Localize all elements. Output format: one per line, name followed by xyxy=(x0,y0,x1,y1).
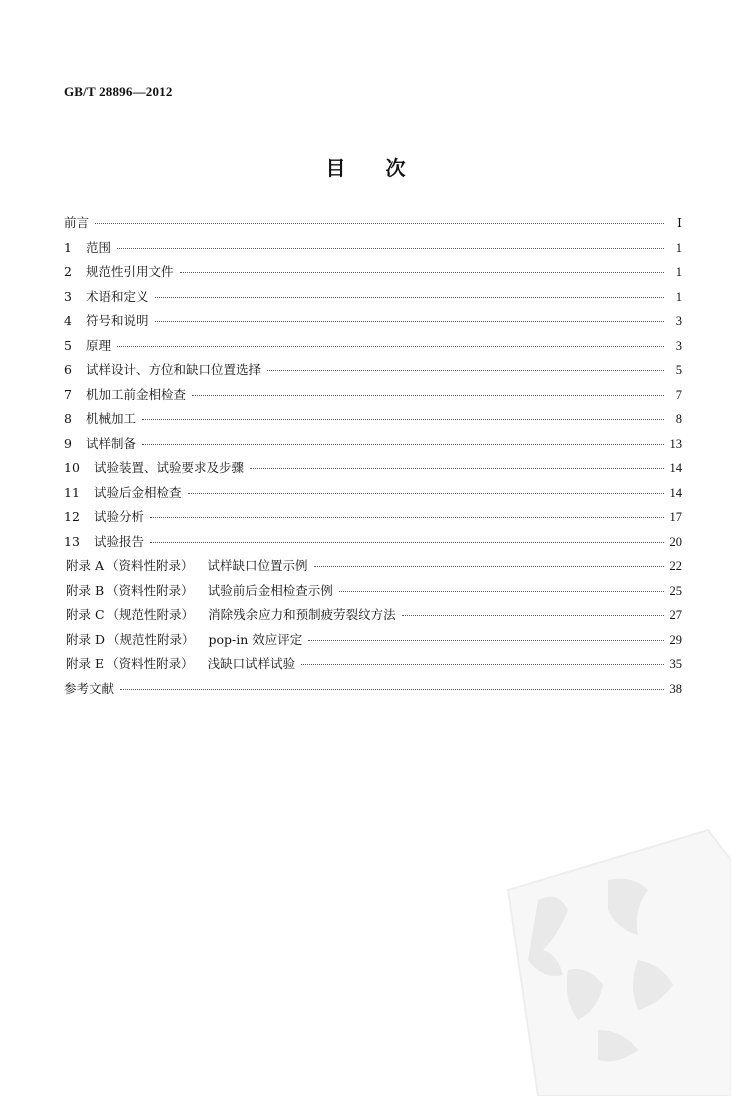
toc-leader-dots xyxy=(150,541,663,543)
toc-leader-dots xyxy=(117,247,664,249)
toc-entry-title: 试验前后金相检查示例 xyxy=(207,582,333,598)
toc-page-number: 1 xyxy=(675,240,682,255)
toc-entry-label xyxy=(64,654,295,672)
toc-entry-number: 7 xyxy=(64,386,72,402)
toc-annex-type: （资料性附录） xyxy=(106,656,194,671)
toc-page-number: 27 xyxy=(669,608,682,622)
toc-entry-label xyxy=(64,213,89,231)
toc-entry[interactable] xyxy=(64,556,682,581)
toc-page-number: 13 xyxy=(669,436,682,451)
toc-entry-number: 11 xyxy=(64,484,80,500)
toc-entry-number: 附录 D xyxy=(66,631,105,647)
toc-entry-number: 13 xyxy=(64,533,80,549)
toc-entry-label xyxy=(64,483,182,501)
toc-entry-number: 6 xyxy=(64,362,72,377)
toc-entry-title: 试验报告 xyxy=(94,533,145,549)
toc-page-number: 3 xyxy=(675,314,682,328)
toc-page-number: 25 xyxy=(669,583,682,598)
toc-page-number: 3 xyxy=(675,338,682,353)
toc-entry[interactable] xyxy=(64,581,682,606)
toc-entry[interactable] xyxy=(64,213,682,238)
toc-entry[interactable] xyxy=(64,287,682,312)
toc-entry-label xyxy=(64,581,333,599)
toc-entry-title: 术语和定义 xyxy=(86,288,149,304)
toc-entry-number: 5 xyxy=(64,337,72,353)
toc-entry-title: 试样设计、方位和缺口位置选择 xyxy=(86,362,262,377)
toc-entry[interactable] xyxy=(64,532,682,557)
toc-page-number: 7 xyxy=(675,387,682,402)
toc-entry-title: 消除残余应力和预制疲劳裂纹方法 xyxy=(208,607,396,622)
toc-leader-dots xyxy=(155,320,664,322)
toc-entry-number: 3 xyxy=(64,288,72,304)
toc-page-number: 1 xyxy=(675,265,682,279)
toc-annex-type: （资料性附录） xyxy=(106,582,194,598)
toc-leader-dots xyxy=(402,614,664,616)
toc-annex-type: （规范性附录） xyxy=(107,631,195,647)
toc-entry-label xyxy=(64,679,114,697)
toc-entry-title: 试样制备 xyxy=(86,435,137,451)
toc-entry-number: 附录 E xyxy=(66,656,105,671)
toc-leader-dots xyxy=(250,467,663,469)
toc-entry[interactable] xyxy=(64,458,682,483)
toc-entry[interactable] xyxy=(64,605,682,630)
toc-entry-title: 前言 xyxy=(64,215,90,230)
seal-watermark xyxy=(478,820,731,1096)
toc-entry-number: 10 xyxy=(64,460,80,475)
toc-entry-title: 规范性引用文件 xyxy=(86,264,174,279)
toc-entry-label xyxy=(64,630,302,648)
toc-entry[interactable] xyxy=(64,507,682,532)
toc-page-number: 20 xyxy=(669,534,682,549)
toc-entry-label xyxy=(64,605,396,623)
toc-leader-dots xyxy=(192,394,664,396)
toc-leader-dots xyxy=(188,492,664,494)
toc-page-number: 5 xyxy=(675,363,682,377)
toc-annex-type: （资料性附录） xyxy=(106,558,194,573)
toc-entry-number: 12 xyxy=(64,509,80,524)
page-title: 目 次 xyxy=(325,156,406,180)
toc-entry-label xyxy=(64,434,136,452)
toc-leader-dots xyxy=(155,296,664,298)
toc-entry-label xyxy=(64,385,186,403)
toc-entry[interactable] xyxy=(64,409,682,434)
toc-entry-label xyxy=(64,311,149,329)
toc-leader-dots xyxy=(339,590,664,592)
toc-entry-title: 符号和说明 xyxy=(86,313,149,328)
toc-page-number: 17 xyxy=(669,510,682,524)
toc-entry[interactable] xyxy=(64,262,682,287)
toc-entry-title: 范围 xyxy=(86,239,112,255)
toc-leader-dots xyxy=(117,345,664,347)
toc-entry-number: 2 xyxy=(64,264,72,279)
toc-leader-dots xyxy=(142,443,663,445)
toc-entry[interactable] xyxy=(64,360,682,385)
toc-entry-label xyxy=(64,287,149,305)
toc-entry-title: pop-in 效应评定 xyxy=(208,631,303,647)
toc-leader-dots xyxy=(120,688,663,690)
toc-entry-number: 附录 C xyxy=(66,607,105,622)
toc-entry-label xyxy=(64,532,144,550)
toc-entry[interactable] xyxy=(64,434,682,459)
toc-entry[interactable] xyxy=(64,336,682,361)
toc-leader-dots xyxy=(314,565,664,567)
toc-page-number: 22 xyxy=(669,559,682,573)
toc-leader-dots xyxy=(142,418,664,420)
toc-page-number: 14 xyxy=(669,461,682,475)
toc-leader-dots xyxy=(308,639,663,641)
toc-entry-number: 1 xyxy=(64,239,72,255)
toc-entry-title: 浅缺口试样试验 xyxy=(207,656,296,671)
toc-entry-label xyxy=(64,360,261,378)
table-of-contents xyxy=(64,213,682,703)
toc-entry[interactable] xyxy=(64,483,682,508)
toc-entry-number: 4 xyxy=(64,313,72,328)
toc-leader-dots xyxy=(95,222,664,224)
toc-leader-dots xyxy=(180,271,664,273)
toc-page-number: 38 xyxy=(669,681,682,696)
toc-entry-number: 8 xyxy=(64,411,72,426)
document-code: GB/T 28896—2012 xyxy=(64,84,173,99)
toc-entry-label xyxy=(64,262,174,280)
toc-entry[interactable] xyxy=(64,679,682,704)
toc-annex-type: （规范性附录） xyxy=(106,607,195,622)
toc-entry-number: 附录 A xyxy=(66,558,105,573)
toc-entry-label xyxy=(64,556,308,574)
toc-entry-title: 参考文献 xyxy=(64,680,115,696)
toc-page-number: 14 xyxy=(669,485,682,500)
toc-entry-title: 原理 xyxy=(86,337,112,353)
toc-entry-title: 试样缺口位置示例 xyxy=(207,558,308,573)
toc-entry-label xyxy=(64,336,111,354)
toc-entry-number: 附录 B xyxy=(66,582,105,598)
toc-entry-label xyxy=(64,458,244,476)
toc-page-number: 8 xyxy=(675,412,682,426)
toc-leader-dots xyxy=(150,516,663,518)
toc-entry-title: 试验分析 xyxy=(94,509,145,524)
toc-entry-title: 试验装置、试验要求及步骤 xyxy=(94,460,245,475)
toc-entry-label xyxy=(64,409,136,427)
toc-entry[interactable] xyxy=(64,385,682,410)
toc-page-number: 29 xyxy=(669,632,682,647)
toc-entry[interactable] xyxy=(64,311,682,336)
toc-entry-title: 试验后金相检查 xyxy=(94,484,182,500)
toc-leader-dots xyxy=(267,369,664,371)
toc-entry-title: 机加工前金相检查 xyxy=(86,386,187,402)
toc-page-number: 35 xyxy=(669,657,682,671)
toc-page-number: Ⅰ xyxy=(677,216,682,230)
toc-entry-label xyxy=(64,238,111,256)
toc-leader-dots xyxy=(301,663,663,665)
toc-entry-label xyxy=(64,507,144,525)
toc-entry[interactable] xyxy=(64,654,682,679)
toc-entry[interactable] xyxy=(64,238,682,263)
toc-entry[interactable] xyxy=(64,630,682,655)
toc-entry-title: 机械加工 xyxy=(86,411,137,426)
toc-page-number: 1 xyxy=(675,289,682,304)
toc-entry-number: 9 xyxy=(64,435,72,451)
